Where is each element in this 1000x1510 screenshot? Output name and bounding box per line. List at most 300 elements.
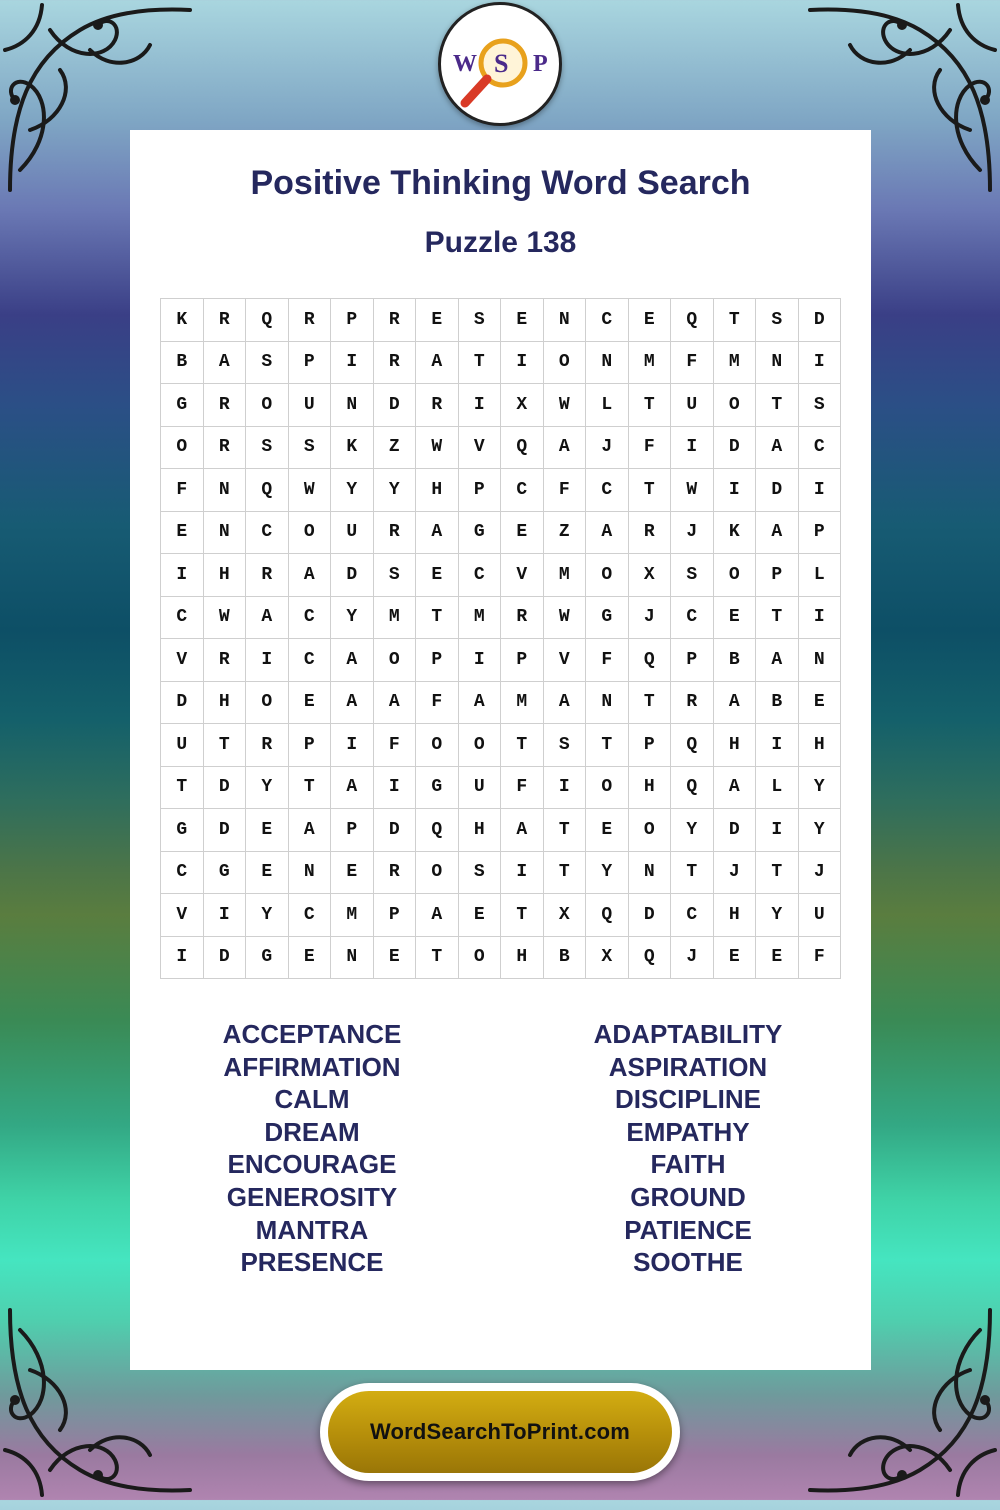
grid-cell[interactable]: T xyxy=(543,851,586,894)
grid-cell[interactable]: K xyxy=(161,299,204,342)
grid-cell[interactable]: A xyxy=(501,809,544,852)
page-title: Positive Thinking Word Search xyxy=(250,164,751,202)
grid-cell[interactable]: T xyxy=(756,596,799,639)
grid-cell[interactable]: H xyxy=(798,724,841,767)
grid-cell[interactable]: Q xyxy=(671,766,714,809)
grid-cell[interactable]: I xyxy=(246,639,289,682)
grid-cell[interactable]: I xyxy=(543,766,586,809)
grid-cell[interactable]: R xyxy=(501,596,544,639)
grid-cell[interactable]: I xyxy=(501,341,544,384)
grid-cell[interactable]: E xyxy=(798,681,841,724)
grid-cell[interactable]: E xyxy=(416,554,459,597)
grid-cell[interactable]: O xyxy=(458,724,501,767)
grid-cell[interactable]: N xyxy=(756,341,799,384)
grid-cell[interactable]: Z xyxy=(543,511,586,554)
grid-cell[interactable]: E xyxy=(161,511,204,554)
grid-cell[interactable]: J xyxy=(586,426,629,469)
grid-cell[interactable]: T xyxy=(161,766,204,809)
grid-cell[interactable]: O xyxy=(288,511,331,554)
grid-cell[interactable]: Q xyxy=(416,809,459,852)
grid-row xyxy=(161,341,841,384)
grid-cell[interactable]: I xyxy=(713,469,756,512)
grid-cell[interactable]: P xyxy=(373,894,416,937)
grid-cell[interactable]: G xyxy=(458,511,501,554)
grid-cell[interactable]: T xyxy=(586,724,629,767)
grid-cell[interactable]: M xyxy=(373,596,416,639)
grid-cell[interactable]: E xyxy=(373,936,416,979)
grid-cell[interactable]: M xyxy=(331,894,374,937)
site-logo[interactable] xyxy=(438,2,562,126)
grid-cell[interactable]: T xyxy=(756,851,799,894)
grid-cell[interactable]: G xyxy=(203,851,246,894)
grid-cell[interactable]: P xyxy=(288,724,331,767)
grid-cell[interactable]: J xyxy=(671,511,714,554)
grid-cell[interactable]: C xyxy=(671,596,714,639)
grid-cell[interactable]: C xyxy=(161,851,204,894)
grid-cell[interactable]: V xyxy=(458,426,501,469)
grid-cell[interactable]: I xyxy=(756,724,799,767)
grid-cell[interactable]: K xyxy=(713,511,756,554)
grid-row xyxy=(161,766,841,809)
website-button-face[interactable] xyxy=(328,1391,672,1473)
grid-cell[interactable]: W xyxy=(543,384,586,427)
grid-row xyxy=(161,299,841,342)
word-item: DREAM xyxy=(264,1116,360,1147)
magnifier-icon xyxy=(441,5,559,123)
grid-cell[interactable]: P xyxy=(628,724,671,767)
grid-cell[interactable]: I xyxy=(331,724,374,767)
grid-cell[interactable]: Q xyxy=(628,936,671,979)
grid-cell[interactable]: A xyxy=(756,426,799,469)
grid-cell[interactable]: M xyxy=(713,341,756,384)
grid-cell[interactable]: I xyxy=(798,596,841,639)
grid-cell[interactable]: T xyxy=(628,384,671,427)
grid-row xyxy=(161,426,841,469)
grid-cell[interactable]: A xyxy=(331,639,374,682)
grid-row xyxy=(161,851,841,894)
grid-cell[interactable]: F xyxy=(628,426,671,469)
grid-cell[interactable]: S xyxy=(543,724,586,767)
grid-cell[interactable]: T xyxy=(628,681,671,724)
grid-cell[interactable]: E xyxy=(713,936,756,979)
grid-cell[interactable]: I xyxy=(458,384,501,427)
grid-row xyxy=(161,511,841,554)
grid-cell[interactable]: Y xyxy=(586,851,629,894)
grid-cell[interactable]: N xyxy=(543,299,586,342)
grid-cell[interactable]: A xyxy=(416,511,459,554)
website-button[interactable] xyxy=(320,1383,680,1481)
grid-cell[interactable]: C xyxy=(586,469,629,512)
grid-cell[interactable]: D xyxy=(713,426,756,469)
grid-cell[interactable]: T xyxy=(671,851,714,894)
grid-cell[interactable]: X xyxy=(501,384,544,427)
grid-cell[interactable]: P xyxy=(798,511,841,554)
grid-cell[interactable]: E xyxy=(288,936,331,979)
grid-cell[interactable]: R xyxy=(203,299,246,342)
grid-cell[interactable]: I xyxy=(798,341,841,384)
grid-cell[interactable]: O xyxy=(246,681,289,724)
word-item: SOOTHE xyxy=(633,1247,743,1278)
grid-cell[interactable]: G xyxy=(246,936,289,979)
grid-row xyxy=(161,469,841,512)
grid-cell[interactable]: S xyxy=(798,384,841,427)
grid-cell[interactable]: F xyxy=(416,681,459,724)
grid-cell[interactable]: O xyxy=(586,766,629,809)
word-item: PRESENCE xyxy=(240,1247,384,1278)
grid-cell[interactable]: F xyxy=(586,639,629,682)
grid-cell[interactable]: O xyxy=(416,724,459,767)
grid-cell[interactable]: E xyxy=(628,299,671,342)
grid-cell[interactable]: A xyxy=(713,766,756,809)
grid-cell[interactable]: N xyxy=(203,511,246,554)
grid-cell[interactable]: A xyxy=(416,894,459,937)
grid-cell[interactable]: E xyxy=(416,299,459,342)
grid-cell[interactable]: D xyxy=(373,809,416,852)
grid-cell[interactable]: Z xyxy=(373,426,416,469)
grid-cell[interactable]: H xyxy=(501,936,544,979)
grid-cell[interactable]: F xyxy=(161,469,204,512)
grid-cell[interactable]: C xyxy=(288,639,331,682)
grid-cell[interactable]: M xyxy=(458,596,501,639)
grid-cell[interactable]: E xyxy=(458,894,501,937)
grid-cell[interactable]: S xyxy=(246,341,289,384)
grid-cell[interactable]: I xyxy=(331,341,374,384)
grid-cell[interactable]: D xyxy=(203,809,246,852)
grid-cell[interactable]: Q xyxy=(501,426,544,469)
grid-cell[interactable]: W xyxy=(288,469,331,512)
grid-cell[interactable]: N xyxy=(203,469,246,512)
grid-cell[interactable]: E xyxy=(501,299,544,342)
website-link[interactable]: WordSearchToPrint.com xyxy=(369,1419,631,1444)
grid-cell[interactable]: V xyxy=(501,554,544,597)
grid-cell[interactable]: T xyxy=(713,299,756,342)
grid-cell[interactable]: K xyxy=(331,426,374,469)
grid-cell[interactable]: T xyxy=(288,766,331,809)
grid-cell[interactable]: S xyxy=(671,554,714,597)
grid-cell[interactable]: A xyxy=(246,596,289,639)
grid-cell[interactable]: M xyxy=(501,681,544,724)
grid-cell[interactable]: Y xyxy=(671,809,714,852)
grid-cell[interactable]: O xyxy=(416,851,459,894)
grid-cell[interactable]: V xyxy=(161,894,204,937)
grid-cell[interactable]: R xyxy=(373,299,416,342)
grid-cell[interactable]: D xyxy=(373,384,416,427)
grid-cell[interactable]: E xyxy=(586,809,629,852)
grid-cell[interactable]: R xyxy=(373,341,416,384)
grid-cell[interactable]: F xyxy=(373,724,416,767)
grid-cell[interactable]: A xyxy=(713,681,756,724)
grid-cell[interactable]: H xyxy=(203,554,246,597)
word-item: ACCEPTANCE xyxy=(222,1019,402,1049)
grid-cell[interactable]: W xyxy=(416,426,459,469)
grid-cell[interactable]: P xyxy=(331,299,374,342)
grid-cell[interactable]: Y xyxy=(756,894,799,937)
grid-row xyxy=(161,724,841,767)
word-item: EMPATHY xyxy=(626,1116,750,1147)
grid-cell[interactable]: T xyxy=(416,596,459,639)
grid-cell[interactable]: I xyxy=(203,894,246,937)
grid-cell[interactable]: U xyxy=(671,384,714,427)
grid-cell[interactable]: N xyxy=(331,936,374,979)
grid-cell[interactable]: H xyxy=(713,724,756,767)
grid-cell[interactable]: E xyxy=(246,851,289,894)
grid-cell[interactable]: S xyxy=(458,299,501,342)
grid-cell[interactable]: U xyxy=(331,511,374,554)
grid-cell[interactable]: O xyxy=(586,554,629,597)
grid-cell[interactable]: N xyxy=(798,639,841,682)
grid-cell[interactable]: D xyxy=(756,469,799,512)
grid-cell[interactable]: C xyxy=(288,596,331,639)
word-item: GENEROSITY xyxy=(226,1181,398,1212)
grid-cell[interactable]: P xyxy=(671,639,714,682)
grid-cell[interactable]: J xyxy=(713,851,756,894)
grid-cell[interactable]: Y xyxy=(246,894,289,937)
grid-row xyxy=(161,809,841,852)
grid-cell[interactable]: B xyxy=(543,936,586,979)
grid-cell[interactable]: A xyxy=(373,681,416,724)
grid-cell[interactable]: Q xyxy=(628,639,671,682)
grid-cell[interactable]: D xyxy=(203,936,246,979)
grid-cell[interactable]: Y xyxy=(373,469,416,512)
grid-cell[interactable]: G xyxy=(161,384,204,427)
grid-cell[interactable]: D xyxy=(798,299,841,342)
grid-cell[interactable]: R xyxy=(416,384,459,427)
grid-cell[interactable]: W xyxy=(671,469,714,512)
grid-cell[interactable]: J xyxy=(671,936,714,979)
grid-cell[interactable]: R xyxy=(373,511,416,554)
grid-cell[interactable]: C xyxy=(798,426,841,469)
puzzle-card xyxy=(130,130,871,1370)
grid-cell[interactable]: O xyxy=(628,809,671,852)
grid-cell[interactable]: U xyxy=(798,894,841,937)
grid-cell[interactable]: A xyxy=(543,681,586,724)
grid-cell[interactable]: A xyxy=(203,341,246,384)
grid-cell[interactable]: A xyxy=(756,639,799,682)
word-item: ENCOURAGE xyxy=(227,1149,397,1180)
grid-cell[interactable]: A xyxy=(416,341,459,384)
grid-cell[interactable]: G xyxy=(586,596,629,639)
grid-cell[interactable]: I xyxy=(161,936,204,979)
grid-cell[interactable]: T xyxy=(501,894,544,937)
grid-row xyxy=(161,936,841,979)
grid-cell[interactable]: C xyxy=(501,469,544,512)
grid-cell[interactable]: P xyxy=(756,554,799,597)
grid-cell[interactable]: I xyxy=(458,639,501,682)
grid-cell[interactable]: P xyxy=(458,469,501,512)
grid-cell[interactable]: L xyxy=(586,384,629,427)
grid-cell[interactable]: Y xyxy=(798,766,841,809)
grid-cell[interactable]: U xyxy=(161,724,204,767)
grid-cell[interactable]: S xyxy=(458,851,501,894)
grid-cell[interactable]: I xyxy=(501,851,544,894)
grid-cell[interactable]: C xyxy=(586,299,629,342)
grid-cell[interactable]: A xyxy=(756,511,799,554)
grid-cell[interactable]: S xyxy=(288,426,331,469)
grid-cell[interactable]: C xyxy=(458,554,501,597)
grid-cell[interactable]: L xyxy=(756,766,799,809)
word-item: GROUND xyxy=(630,1181,746,1212)
grid-cell[interactable]: V xyxy=(161,639,204,682)
grid-cell[interactable]: N xyxy=(586,341,629,384)
word-item: PATIENCE xyxy=(624,1214,752,1245)
grid-cell[interactable]: B xyxy=(713,639,756,682)
grid-cell[interactable]: E xyxy=(756,936,799,979)
grid-cell[interactable]: M xyxy=(543,554,586,597)
grid-cell[interactable]: J xyxy=(628,596,671,639)
grid-cell[interactable]: W xyxy=(543,596,586,639)
grid-cell[interactable]: H xyxy=(713,894,756,937)
grid-cell[interactable]: D xyxy=(331,554,374,597)
puzzle-number: Puzzle 138 xyxy=(424,226,577,259)
grid-cell[interactable]: R xyxy=(203,426,246,469)
grid-cell[interactable]: H xyxy=(458,809,501,852)
grid-cell[interactable]: B xyxy=(756,681,799,724)
grid-cell[interactable]: N xyxy=(331,384,374,427)
grid-cell[interactable]: I xyxy=(161,554,204,597)
grid-cell[interactable]: A xyxy=(586,511,629,554)
grid-cell[interactable]: I xyxy=(671,426,714,469)
grid-cell[interactable]: I xyxy=(756,809,799,852)
grid-cell[interactable]: Y xyxy=(331,596,374,639)
grid-cell[interactable]: N xyxy=(628,851,671,894)
grid-cell[interactable]: A xyxy=(458,681,501,724)
grid-cell[interactable]: D xyxy=(713,809,756,852)
grid-cell[interactable]: N xyxy=(288,851,331,894)
grid-cell[interactable]: R xyxy=(628,511,671,554)
grid-row xyxy=(161,384,841,427)
grid-cell[interactable]: P xyxy=(501,639,544,682)
grid-cell[interactable]: S xyxy=(246,426,289,469)
word-item: ASPIRATION xyxy=(608,1051,768,1082)
grid-cell[interactable]: A xyxy=(288,809,331,852)
grid-cell[interactable]: M xyxy=(628,341,671,384)
grid-cell[interactable]: D xyxy=(628,894,671,937)
grid-cell[interactable]: T xyxy=(756,384,799,427)
word-item: CALM xyxy=(274,1084,350,1115)
grid-cell[interactable]: T xyxy=(501,724,544,767)
grid-cell[interactable]: F xyxy=(798,936,841,979)
grid-cell[interactable]: Q xyxy=(246,299,289,342)
grid-cell[interactable]: H xyxy=(203,681,246,724)
grid-cell[interactable]: B xyxy=(161,341,204,384)
grid-cell[interactable]: W xyxy=(203,596,246,639)
grid-cell[interactable]: R xyxy=(203,384,246,427)
grid-cell[interactable]: X xyxy=(543,894,586,937)
grid-cell[interactable]: S xyxy=(373,554,416,597)
grid-row xyxy=(161,554,841,597)
grid-cell[interactable]: U xyxy=(458,766,501,809)
grid-cell[interactable]: G xyxy=(416,766,459,809)
grid-cell[interactable]: A xyxy=(543,426,586,469)
grid-cell[interactable]: T xyxy=(628,469,671,512)
grid-cell[interactable]: O xyxy=(161,426,204,469)
grid-cell[interactable]: E xyxy=(246,809,289,852)
grid-row xyxy=(161,894,841,937)
grid-cell[interactable]: R xyxy=(203,639,246,682)
grid-cell[interactable]: C xyxy=(671,894,714,937)
grid-cell[interactable]: R xyxy=(246,554,289,597)
grid-cell[interactable]: D xyxy=(161,681,204,724)
grid-cell[interactable]: H xyxy=(416,469,459,512)
grid-cell[interactable]: J xyxy=(798,851,841,894)
grid-cell[interactable]: F xyxy=(671,341,714,384)
grid-row xyxy=(161,681,841,724)
word-item: AFFIRMATION xyxy=(223,1051,401,1082)
grid-cell[interactable]: P xyxy=(416,639,459,682)
grid-cell[interactable]: D xyxy=(203,766,246,809)
grid-cell[interactable]: F xyxy=(543,469,586,512)
grid-cell[interactable]: A xyxy=(331,681,374,724)
grid-cell[interactable]: C xyxy=(246,511,289,554)
grid-cell[interactable]: X xyxy=(586,936,629,979)
grid-cell[interactable]: O xyxy=(373,639,416,682)
grid-cell[interactable]: I xyxy=(798,469,841,512)
grid-row xyxy=(161,639,841,682)
grid-cell[interactable]: H xyxy=(628,766,671,809)
grid-cell[interactable]: E xyxy=(501,511,544,554)
grid-cell[interactable]: Q xyxy=(586,894,629,937)
logo-letter-w: W xyxy=(453,51,477,77)
grid-cell[interactable]: Y xyxy=(798,809,841,852)
logo-letter-p: P xyxy=(533,51,548,77)
grid-cell[interactable]: C xyxy=(161,596,204,639)
grid-cell[interactable]: T xyxy=(203,724,246,767)
grid-cell[interactable]: T xyxy=(416,936,459,979)
grid-cell[interactable]: T xyxy=(543,809,586,852)
word-item: DISCIPLINE xyxy=(615,1084,761,1115)
grid-cell[interactable]: V xyxy=(543,639,586,682)
grid-cell[interactable]: P xyxy=(288,341,331,384)
word-item: FAITH xyxy=(650,1149,726,1180)
grid-cell[interactable]: O xyxy=(246,384,289,427)
word-item: ADAPTABILITY xyxy=(593,1019,783,1049)
grid-cell[interactable]: Q xyxy=(671,724,714,767)
grid-cell[interactable]: R xyxy=(671,681,714,724)
grid-cell[interactable]: Q xyxy=(246,469,289,512)
grid-cell[interactable]: Y xyxy=(331,469,374,512)
grid-cell[interactable]: A xyxy=(331,766,374,809)
grid-cell[interactable]: F xyxy=(501,766,544,809)
grid-cell[interactable]: L xyxy=(798,554,841,597)
grid-cell[interactable]: N xyxy=(586,681,629,724)
grid-cell[interactable]: C xyxy=(288,894,331,937)
word-item: MANTRA xyxy=(255,1214,369,1245)
grid-cell[interactable]: T xyxy=(458,341,501,384)
grid-cell[interactable]: E xyxy=(288,681,331,724)
grid-cell[interactable]: R xyxy=(288,299,331,342)
grid-cell[interactable]: R xyxy=(246,724,289,767)
grid-cell[interactable]: E xyxy=(331,851,374,894)
word-list-left xyxy=(162,1018,462,1279)
grid-cell[interactable]: A xyxy=(288,554,331,597)
grid-cell[interactable]: Q xyxy=(671,299,714,342)
grid-cell[interactable]: S xyxy=(756,299,799,342)
grid-cell[interactable]: O xyxy=(713,384,756,427)
letter-grid[interactable] xyxy=(160,298,841,979)
grid-cell[interactable]: O xyxy=(543,341,586,384)
grid-cell[interactable]: P xyxy=(331,809,374,852)
grid-cell[interactable]: Y xyxy=(246,766,289,809)
grid-cell[interactable]: O xyxy=(713,554,756,597)
grid-cell[interactable]: G xyxy=(161,809,204,852)
grid-cell[interactable]: X xyxy=(628,554,671,597)
grid-cell[interactable]: O xyxy=(458,936,501,979)
grid-cell[interactable]: E xyxy=(713,596,756,639)
grid-cell[interactable]: R xyxy=(373,851,416,894)
grid-cell[interactable]: U xyxy=(288,384,331,427)
logo-letter-s: S xyxy=(494,49,509,78)
grid-cell[interactable]: I xyxy=(373,766,416,809)
